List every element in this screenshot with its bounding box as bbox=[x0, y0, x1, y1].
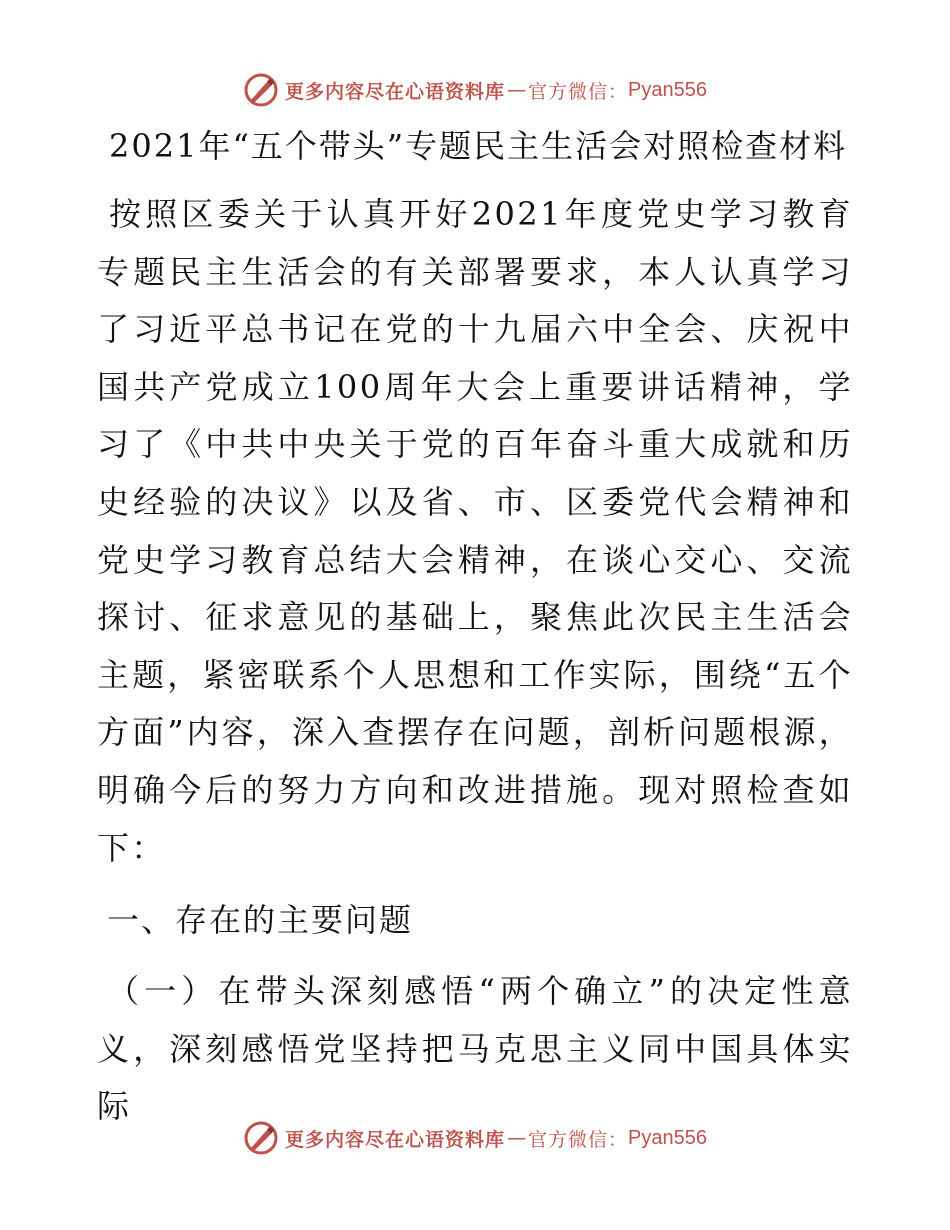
watermark-account: Pyan556 bbox=[628, 78, 707, 101]
watermark-banner-top bbox=[0, 70, 950, 110]
document-body bbox=[97, 118, 853, 1136]
section-heading: 一、存在的主要问题 bbox=[107, 901, 414, 940]
intro-paragraph: 按照区委关于认真开好2021年度党史学习教育专题民主生活会的有关部署要求，本人认真学习了习近平总书记在党的十九届六中全会、庆祝中国共产党成立100周年大会上重要讲话精神，学习了《中共中央关于党的百年奋斗重大成就和历史经验的决议》以及省、市、区委党代会精神和党史学习教育总结大会精神，在谈心交心、交流探讨、征求意见的基础上，聚焦此次民主生活会主题，紧密联系个人思想和工作实际，围绕“五个方面”内容，深入查摆存在问题，剖析问题根源，明确今后的努力方向和改进措施。现对照检查如下： bbox=[97, 195, 853, 867]
watermark-banner-bottom bbox=[0, 1118, 950, 1158]
pen-logo-icon bbox=[243, 1120, 279, 1156]
watermark-separator: — bbox=[507, 1127, 527, 1149]
watermark-wechat-label: 官方微信： bbox=[528, 1128, 629, 1151]
watermark-slogan: 更多内容尽在心语资料库 bbox=[285, 80, 506, 103]
watermark-account: Pyan556 bbox=[628, 1126, 707, 1149]
document-title: 2021年“五个带头”专题民主生活会对照检查材料 bbox=[109, 127, 848, 165]
pen-logo-icon bbox=[243, 72, 279, 108]
subsection-paragraph: （一）在带头深刻感悟“两个确立”的决定性意义，深刻感悟党坚持把马克思主义同中国具体实际 bbox=[97, 972, 853, 1126]
watermark-wechat-label: 官方微信： bbox=[528, 80, 629, 103]
watermark-slogan: 更多内容尽在心语资料库 bbox=[285, 1128, 506, 1151]
watermark-separator: — bbox=[507, 79, 527, 101]
